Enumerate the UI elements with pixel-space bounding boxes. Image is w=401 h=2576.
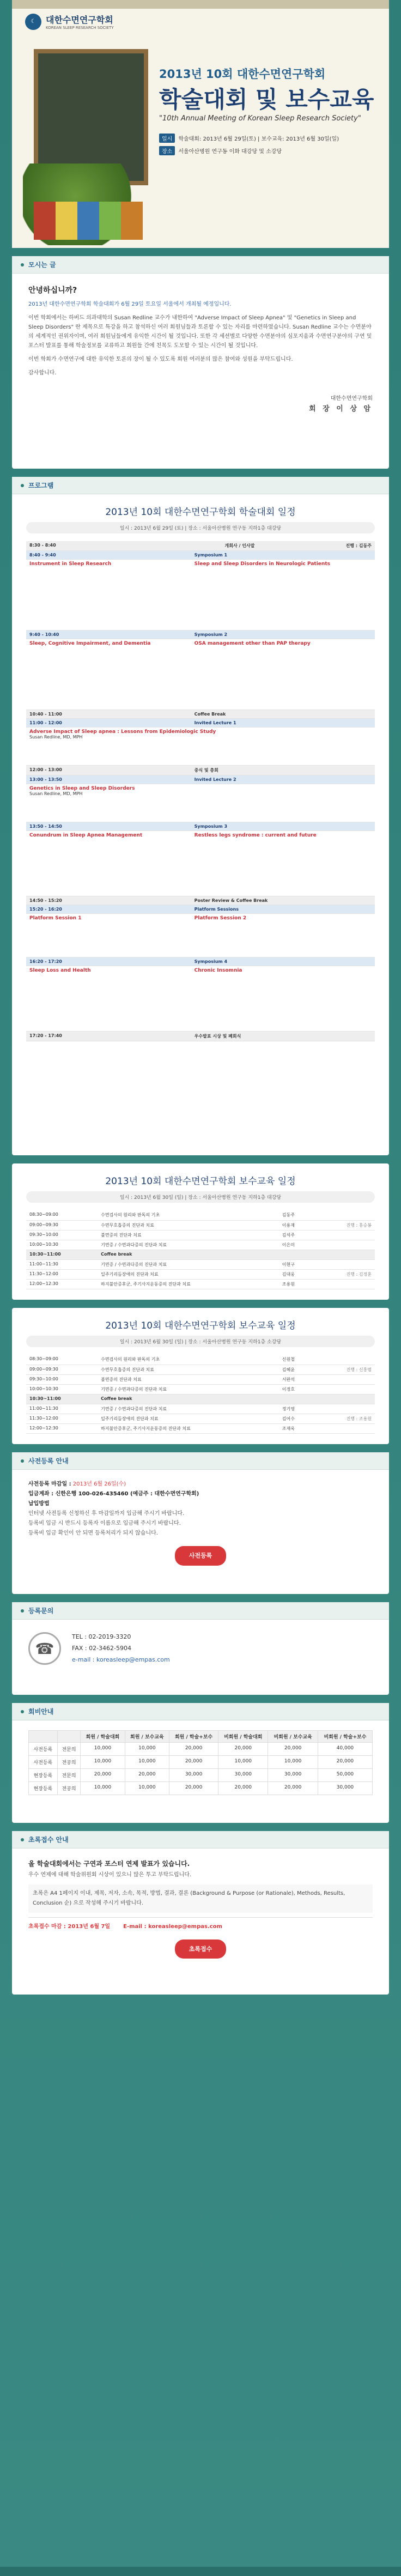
symposium-3-content (26, 831, 375, 896)
registration-panel (12, 1452, 389, 1594)
table-cell (315, 1404, 375, 1414)
table-cell: 김동주 (279, 1210, 315, 1220)
table-cell: 10:00~10:30 (26, 1384, 98, 1394)
session-title: Restless legs syndrome : current and future (194, 833, 317, 838)
table-cell: 수면검사의 원리와 판독의 기초 (98, 1210, 279, 1220)
program-row (26, 766, 375, 775)
table-cell: 현장등록 (29, 1769, 58, 1782)
session-title: Platform Session 2 (194, 916, 247, 921)
table-row (29, 1743, 373, 1756)
registration-desc-3: 등록비 입금 확인이 안 되면 등록처리가 되지 않습니다. (28, 1530, 158, 1536)
table-cell: 10,000 (125, 1782, 169, 1795)
hero-ribbon (12, 0, 389, 9)
table-cell: 08:30~09:00 (26, 1210, 98, 1220)
fees-heading: 회비안내 (12, 1703, 389, 1720)
program-row (26, 775, 375, 784)
program-panel (12, 477, 389, 1155)
program-title: 2013년 10회 대한수면연구학회 학술대회 일정 (105, 507, 296, 518)
program-row (26, 896, 375, 905)
education-table (26, 1210, 375, 1289)
session-title: OSA management other than PAP therapy (194, 641, 311, 646)
program-table (26, 541, 375, 1041)
table-cell: 20,000 (125, 1769, 169, 1782)
symposium-1-content (26, 560, 375, 631)
place-row (159, 146, 339, 155)
logo-english-name: KOREAN SLEEP RESEARCH SOCIETY (46, 26, 114, 30)
table-cell: 20,000 (169, 1743, 218, 1756)
table-row (26, 1220, 375, 1230)
program-meta: 일시 : 2013년 6월 29일 (토) | 장소 : 서울아산병원 연구동 지하1층 대강당 (26, 522, 375, 534)
table-cell: 40,000 (318, 1743, 372, 1756)
table-cell: 30,000 (218, 1769, 268, 1782)
table-cell (315, 1240, 375, 1250)
table-cell: 20,000 (268, 1782, 318, 1795)
session-title: Conundrum in Sleep Apnea Management (29, 833, 143, 838)
table-cell: 회원 / 학술대회 (81, 1731, 125, 1743)
abstract-headline: 올 학술대회에서는 구연과 포스터 연제 발표가 있습니다. (28, 1860, 190, 1868)
hero-banner (12, 0, 389, 248)
table-cell: 20,000 (318, 1756, 372, 1769)
date-row (159, 134, 339, 143)
pre-registration-button[interactable]: 사전등록 (175, 1546, 227, 1566)
education-meta: 일시 : 2013년 6월 30일 (일) | 장소 : 서울아산병원 연구동 지하1층 소강당 (26, 1336, 375, 1347)
greeting-lead: 2013년 대한수면연구학회 학술대회가 6월 29일 토요일 서울에서 개최될 예정입니다. (28, 301, 232, 307)
signature-org: 대한수면연구학회 (330, 395, 373, 402)
table-cell: Coffee break (98, 1394, 279, 1404)
table-cell: 이정호 (279, 1384, 315, 1394)
table-cell: 정기영 (279, 1404, 315, 1414)
table-cell: 11:30~12:00 (26, 1269, 98, 1279)
place-value: 서울아산병원 연구동 이화 대강당 및 소강당 (178, 149, 282, 155)
table-cell: 10:30~11:00 (26, 1250, 98, 1259)
table-cell: 11:00~11:30 (26, 1404, 98, 1414)
greeting-panel (12, 256, 389, 469)
fee-table (28, 1730, 373, 1795)
abstract-submit-button[interactable]: 초록접수 (175, 1939, 227, 1959)
lecture-2-content (26, 784, 375, 822)
row-time: 17:20 - 17:40 (26, 1032, 191, 1041)
payment-method: 납입방법 (28, 1501, 50, 1507)
table-cell: 서완석 (279, 1374, 315, 1384)
row-label: Symposium 3 (191, 822, 375, 831)
table-cell: 기면증 / 수면과다증의 진단과 치료 (98, 1384, 279, 1394)
program-heading: 프로그램 (12, 477, 389, 494)
table-cell (29, 1731, 58, 1743)
contact-fax: FAX : 02-3462-5904 (72, 1644, 132, 1652)
session-title: Sleep, Cognitive Impairment, and Dementia (29, 641, 151, 646)
table-row (26, 1365, 375, 1374)
table-cell: 이현구 (279, 1259, 315, 1269)
greeting-paragraph-2: 이번 학회가 수면연구에 대한 유익한 토론의 장이 될 수 있도록 회원 여러분의 많은 참여와 성원을 부탁드립니다. (28, 356, 293, 362)
table-cell: 현장등록 (29, 1782, 58, 1795)
table-cell: 회원 / 학술+보수 (169, 1731, 218, 1743)
row-label: 개회사 / 인사말 (191, 541, 289, 551)
table-cell (315, 1250, 375, 1259)
society-logo[interactable] (25, 13, 114, 30)
table-cell: 10,000 (268, 1756, 318, 1769)
session-title: Instrument in Sleep Research (29, 561, 112, 567)
row-label: Invited Lecture 2 (191, 775, 375, 784)
hero-info (159, 134, 339, 159)
table-cell: 20,000 (81, 1769, 125, 1782)
row-time: 12:00 - 13:00 (26, 766, 191, 775)
table-row (26, 1230, 375, 1240)
row-label: 우수발표 시상 및 폐회식 (191, 1032, 375, 1041)
table-cell: 김혜윤 (279, 1365, 315, 1374)
deadline-label: 사전등록 마감일 : (28, 1481, 71, 1487)
table-row (26, 1423, 375, 1433)
hero-title: 학술대회 및 보수교육 (159, 86, 374, 113)
greeting-paragraph-1: 이번 학회에서는 하버드 의과대학의 Susan Redline 교수가 내한하여 "Adverse Impact of Sleep Apnea" 및 "Genetics in Sleep and Sleep Disorders" 란 제목으로 특강을 하고 참석하신 여러 회원님들과 토론할 수 있는 자리를 마련하였습니다. Susan Redline 교수는 수면분야의 세계적인 권위자이며, 여러 회원님들에게 유익한 시간이 될 것입니다. 또한 각 세션별로 다양한 수면분야의 심포지움과 수면연구분야의 구연 및 포스터 발표를 통해 학술정보를 교류하고 회원들 간에 친목도 도모할 수 있는 시간이 될 것입니다. (28, 314, 372, 349)
table-row (26, 1279, 375, 1289)
table-row (26, 1394, 375, 1404)
lecture-speaker: Susan Redline, MD, MPH (29, 735, 83, 740)
table-cell: 불면증의 진단과 치료 (98, 1374, 279, 1384)
row-time: 8:30 - 8:40 (26, 541, 191, 551)
table-cell: 이은미 (279, 1240, 315, 1250)
table-cell: 10,000 (81, 1756, 125, 1769)
deadline-value: 2013년 6월 26일(수) (72, 1481, 126, 1487)
table-cell: 08:30~09:00 (26, 1355, 98, 1365)
row-label: Symposium 2 (191, 631, 375, 639)
table-cell: 12:00~12:30 (26, 1423, 98, 1433)
table-cell: 수면무호흡증의 진단과 치료 (98, 1220, 279, 1230)
session-title: Sleep and Sleep Disorders in Neurologic Patients (194, 561, 330, 567)
row-label: Platform Sessions (191, 905, 375, 914)
table-cell: 하지불안증후군, 주기사지운동증의 진단과 치료 (98, 1423, 279, 1433)
row-label: Invited Lecture 1 (191, 719, 375, 728)
books-illustration (34, 202, 143, 240)
table-cell (315, 1279, 375, 1289)
society-logo-icon: ☾ (25, 14, 41, 30)
lecture-title: Adverse Impact of Sleep apnea : Lessons from Epidemiologic Study (29, 729, 216, 735)
table-cell: 기면증 / 수면과다증의 진단과 치료 (98, 1259, 279, 1269)
row-time: 9:40 - 10:40 (26, 631, 191, 639)
table-row (26, 1384, 375, 1394)
row-label: 중식 및 총회 (191, 766, 375, 775)
row-label: Symposium 1 (191, 551, 375, 560)
table-row (29, 1756, 373, 1769)
table-cell (315, 1355, 375, 1365)
table-cell: 일주기리듬장애의 진단과 치료 (98, 1269, 279, 1279)
table-cell: 비회원 / 보수교육 (268, 1731, 318, 1743)
row-time: 14:50 - 15:20 (26, 896, 191, 905)
table-cell: 12:00~12:30 (26, 1279, 98, 1289)
table-cell: 20,000 (268, 1743, 318, 1756)
table-cell: 30,000 (169, 1769, 218, 1782)
row-time: 11:00 - 12:00 (26, 719, 191, 728)
table-cell: 10,000 (218, 1756, 268, 1769)
table-cell: 10,000 (81, 1743, 125, 1756)
registration-heading: 사전등록 안내 (12, 1452, 389, 1470)
table-cell: 김어수 (279, 1414, 315, 1423)
logo-korean-name: 대한수면연구학회 (46, 15, 113, 25)
table-cell: 사전등록 (29, 1756, 58, 1769)
table-cell: 전공의 (57, 1756, 81, 1769)
table-cell (315, 1259, 375, 1269)
table-cell (315, 1374, 375, 1384)
table-cell: 일주기리듬장애의 진단과 치료 (98, 1414, 279, 1423)
table-cell (315, 1230, 375, 1240)
education-table (26, 1355, 375, 1434)
phone-icon: ☎ (28, 1632, 61, 1665)
table-cell (315, 1394, 375, 1404)
greeting-hi: 안녕하십니까? (28, 286, 77, 295)
lecture-1-content (26, 728, 375, 766)
table-cell: 비회원 / 학술대회 (218, 1731, 268, 1743)
table-cell: 10,000 (81, 1782, 125, 1795)
greeting-thanks: 감사합니다. (28, 369, 57, 376)
table-cell: 조용원 (279, 1279, 315, 1289)
table-cell: 전문의 (57, 1769, 81, 1782)
table-cell: 10,000 (125, 1743, 169, 1756)
abstract-note: 초록은 A4 1페이지 이내, 제목, 저자, 소속, 목적, 방법, 결과, 결론 (Background & Purpose (or Rationale), Methods, Results, Conclusion 순) 으로 작성해 주시기 바랍니다. (28, 1884, 373, 1913)
signature-president: 회 장 이 상 암 (309, 404, 373, 413)
table-cell: 회원 / 보수교육 (125, 1731, 169, 1743)
hero-year-line: 2013년 10회 대한수면연구학회 (159, 68, 326, 81)
table-cell (315, 1423, 375, 1433)
session-title: Sleep Loss and Health (29, 968, 91, 973)
table-row (29, 1769, 373, 1782)
table-cell: 기면증 / 수면과다증의 진단과 치료 (98, 1404, 279, 1414)
table-cell: 09:00~09:30 (26, 1365, 98, 1374)
table-cell: Coffee break (98, 1250, 279, 1259)
table-cell: 09:30~10:00 (26, 1374, 98, 1384)
education-meta: 일시 : 2013년 6월 30일 (일) | 장소 : 서울아산병원 연구동 지하1층 대강당 (26, 1191, 375, 1203)
table-cell: 10:00~10:30 (26, 1240, 98, 1250)
table-cell: 09:30~10:00 (26, 1230, 98, 1240)
program-row (26, 631, 375, 639)
table-cell: 20,000 (218, 1782, 268, 1795)
program-row (26, 710, 375, 719)
table-cell (279, 1394, 315, 1404)
contact-email[interactable]: e-mail : koreasleep@empas.com (72, 1656, 170, 1663)
greeting-heading: 모시는 글 (12, 256, 389, 274)
contact-tel: TEL : 02-2019-3320 (72, 1633, 131, 1640)
registration-desc-1: 인터넷 사전등록 신청하신 후 마감일까지 입금해 주시기 바랍니다. (28, 1511, 185, 1517)
row-time: 13:00 - 13:50 (26, 775, 191, 784)
table-cell (279, 1250, 315, 1259)
row-label: Poster Review & Coffee Break (191, 896, 375, 905)
table-cell: 비회원 / 학술+보수 (318, 1731, 372, 1743)
row-time: 8:40 - 9:40 (26, 551, 191, 560)
contact-heading: 등록문의 (12, 1602, 389, 1620)
date-tag: 일시 (159, 134, 175, 143)
table-cell: 김대웅 (279, 1269, 315, 1279)
table-cell: 11:30~12:00 (26, 1414, 98, 1423)
table-row (26, 1374, 375, 1384)
lecture-speaker: Susan Redline, MD, MPH (29, 791, 83, 796)
session-title: Platform Session 1 (29, 916, 82, 921)
session-title: Chronic Insomnia (194, 968, 242, 973)
table-cell: 09:00~09:30 (26, 1220, 98, 1230)
program-row (26, 719, 375, 728)
table-row (26, 1259, 375, 1269)
row-time: 10:40 - 11:00 (26, 710, 191, 719)
contact-panel (12, 1602, 389, 1695)
abstract-deadline: 초록접수 마감 : 2013년 6월 7일 (28, 1923, 111, 1930)
program-row (26, 822, 375, 831)
table-cell: 진행 : 김정훈 (315, 1269, 375, 1279)
table-cell (315, 1210, 375, 1220)
row-label: Symposium 4 (191, 957, 375, 966)
program-row (26, 541, 375, 551)
lecture-title: Genetics in Sleep and Sleep Disorders (29, 786, 135, 791)
signature (28, 394, 373, 415)
table-cell: 진행 : 신홍범 (315, 1365, 375, 1374)
row-time: 15:20 - 16:20 (26, 905, 191, 914)
account-info: 입금계좌 : 신한은행 100-026-435460 (예금주 : 대한수면연구학회) (28, 1491, 199, 1497)
abstract-panel (12, 1831, 389, 1995)
abstract-heading: 초록접수 안내 (12, 1831, 389, 1848)
table-cell: 20,000 (169, 1756, 218, 1769)
table-cell: 기면증 / 수면과다증의 진단과 치료 (98, 1240, 279, 1250)
symposium-4-content (26, 966, 375, 1032)
table-row (26, 1355, 375, 1365)
table-cell: 50,000 (318, 1769, 372, 1782)
table-cell: 20,000 (169, 1782, 218, 1795)
table-cell: 수면검사의 원리와 판독의 기초 (98, 1355, 279, 1365)
platform-content (26, 914, 375, 957)
table-cell: 김석주 (279, 1230, 315, 1240)
abstract-paragraph: 우수 연제에 대해 학술위원회 시상이 있으니 많은 투고 부탁드립니다. (28, 1871, 192, 1878)
table-cell: 전공의 (57, 1782, 81, 1795)
symposium-2-content (26, 639, 375, 710)
table-cell: 10,000 (125, 1756, 169, 1769)
table-row (26, 1414, 375, 1423)
table-row (26, 1210, 375, 1220)
table-cell: 진행 : 홍승봉 (315, 1220, 375, 1230)
program-row (26, 1032, 375, 1041)
table-cell: 30,000 (318, 1782, 372, 1795)
table-cell: 전문의 (57, 1743, 81, 1756)
table-row (29, 1782, 373, 1795)
table-cell: 사전등록 (29, 1743, 58, 1756)
table-cell: 이용재 (279, 1220, 315, 1230)
table-cell: 하지불안증후군, 주기사지운동증의 진단과 치료 (98, 1279, 279, 1289)
registration-desc-2: 등록비 입금 시 반드시 등록자 이름으로 입금해 주시기 바랍니다. (28, 1520, 181, 1526)
program-row (26, 957, 375, 966)
footer-bar (0, 2567, 401, 2576)
place-tag: 장소 (159, 146, 175, 155)
table-cell (315, 1384, 375, 1394)
row-time: 13:50 - 14:50 (26, 822, 191, 831)
hero-subtitle: "10th Annual Meeting of Korean Sleep Research Society" (159, 114, 361, 123)
table-cell (57, 1731, 81, 1743)
table-row (26, 1404, 375, 1414)
table-row (26, 1240, 375, 1250)
table-row (26, 1250, 375, 1259)
table-cell: 11:00~11:30 (26, 1259, 98, 1269)
table-cell: 20,000 (218, 1743, 268, 1756)
education-title: 2013년 10회 대한수면연구학회 보수교육 일정 (105, 1320, 296, 1331)
table-cell: 불면증의 진단과 치료 (98, 1230, 279, 1240)
program-row (26, 905, 375, 914)
table-cell: 조재욱 (279, 1423, 315, 1433)
education-title: 2013년 10회 대한수면연구학회 보수교육 일정 (105, 1176, 296, 1187)
row-label: Coffee Break (191, 710, 375, 719)
program-row (26, 551, 375, 560)
education-panel-2 (12, 1308, 389, 1444)
row-chair: 진행 : 김동주 (288, 541, 375, 551)
table-cell: 10:30~11:00 (26, 1394, 98, 1404)
table-cell: 수면무호흡증의 진단과 치료 (98, 1365, 279, 1374)
table-cell: 진행 : 조용원 (315, 1414, 375, 1423)
table-row (26, 1269, 375, 1279)
row-time: 16:20 - 17:20 (26, 957, 191, 966)
table-cell: 30,000 (268, 1769, 318, 1782)
date-value: 학술대회: 2013년 6월 29일(토) | 보수교육: 2013년 6월 30일(일) (178, 136, 339, 142)
fees-panel (12, 1703, 389, 1823)
table-cell: 신원철 (279, 1355, 315, 1365)
abstract-email[interactable]: E-mail : koreasleep@empas.com (123, 1923, 222, 1930)
education-panel-1 (12, 1163, 389, 1300)
